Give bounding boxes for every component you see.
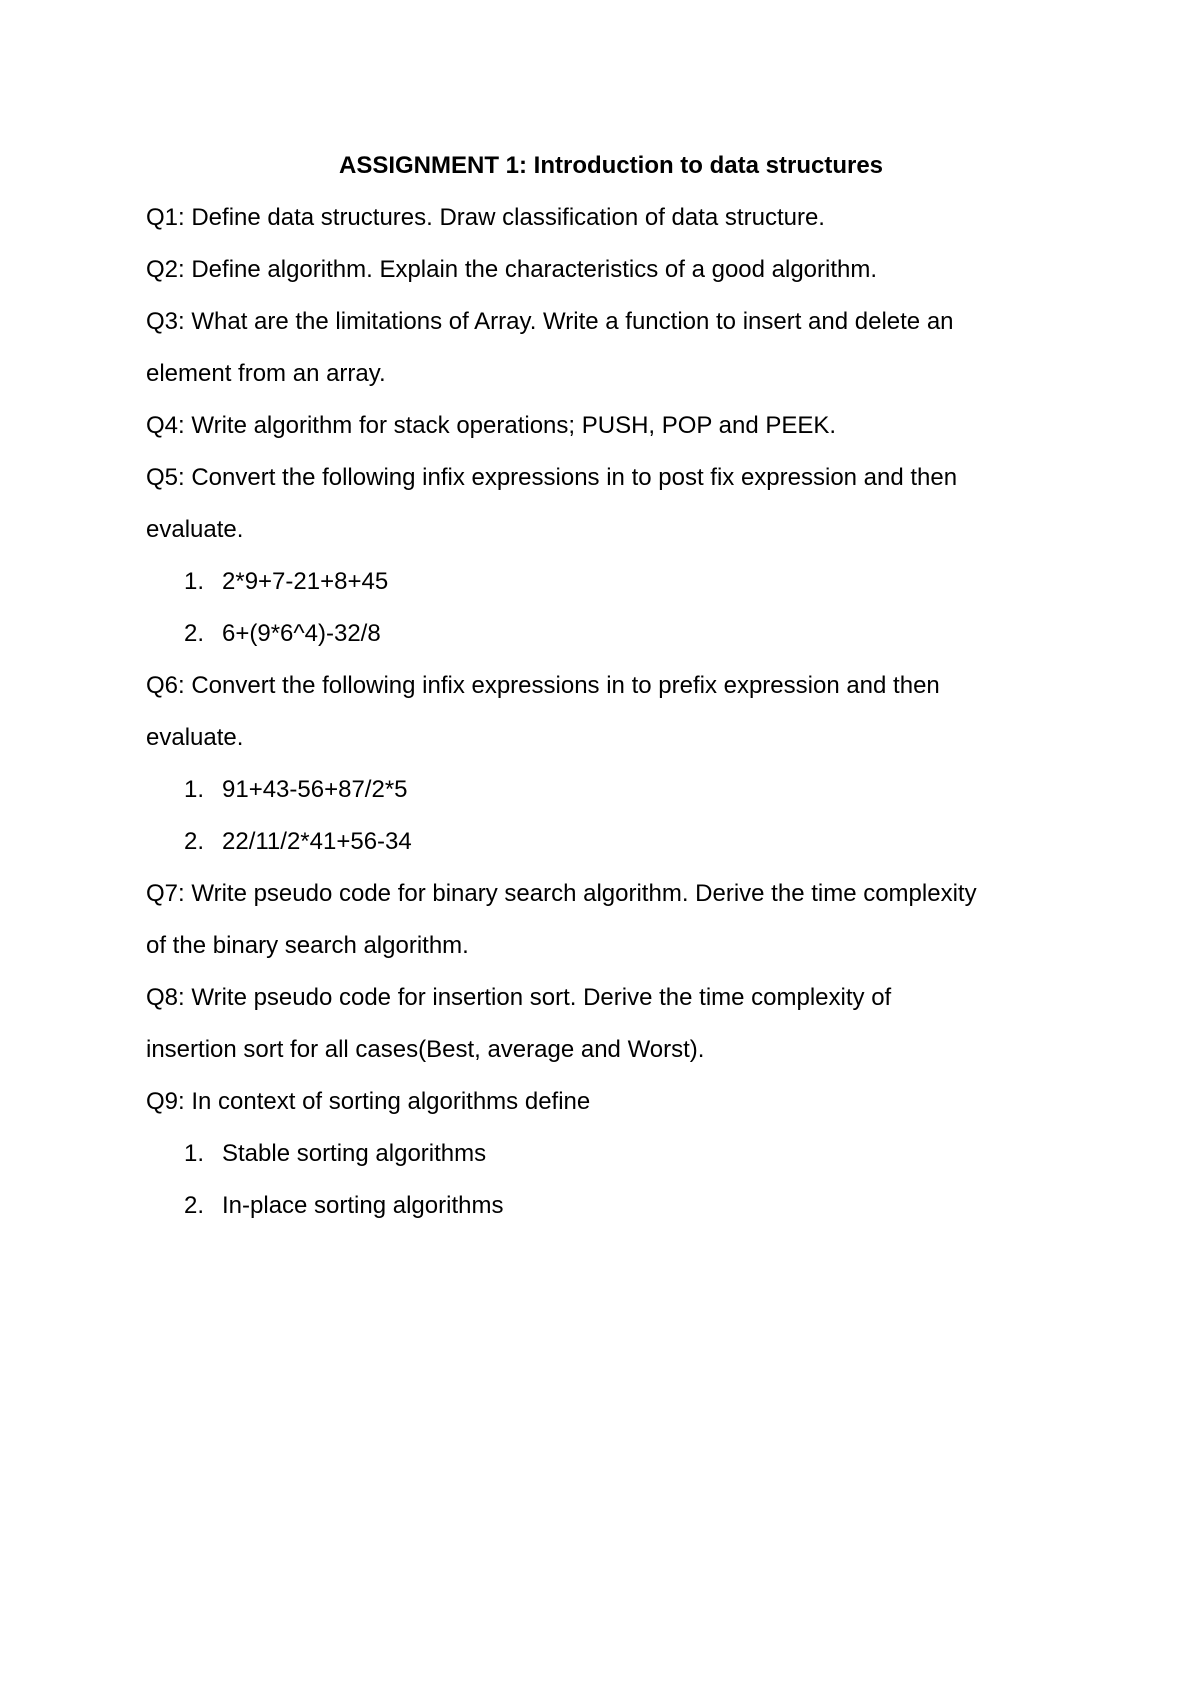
question-text-line: Q7: Write pseudo code for binary search algorithm. Derive the time complexity bbox=[146, 880, 977, 907]
question-text-line: of the binary search algorithm. bbox=[146, 932, 469, 959]
question-text-line: Q3: What are the limitations of Array. Write a function to insert and delete an bbox=[146, 308, 954, 335]
list-item-number: 2. bbox=[184, 828, 205, 855]
list-item-text: 6+(9*6^4)-32/8 bbox=[222, 620, 381, 647]
list-item bbox=[146, 1128, 1076, 1180]
list-item bbox=[146, 764, 1076, 816]
numbered-list bbox=[146, 764, 1076, 868]
document-title: ASSIGNMENT 1: Introduction to data structures bbox=[338, 152, 884, 179]
list-item-text: 2*9+7-21+8+45 bbox=[222, 568, 389, 595]
list-item bbox=[146, 816, 1076, 868]
numbered-list bbox=[146, 1128, 1076, 1232]
question-text-line: Q5: Convert the following infix expressions in to post fix expression and then bbox=[146, 464, 958, 491]
list-item bbox=[146, 1180, 1076, 1232]
document-body bbox=[146, 140, 1076, 1232]
list-item bbox=[146, 556, 1076, 608]
question-text-line: insertion sort for all cases(Best, average and Worst). bbox=[146, 1036, 705, 1063]
question-text-line: Q9: In context of sorting algorithms define bbox=[146, 1088, 591, 1115]
question-q9 bbox=[146, 1076, 1076, 1232]
list-item-number: 2. bbox=[184, 1192, 205, 1219]
question-q7 bbox=[146, 868, 1076, 972]
list-item-number: 2. bbox=[184, 620, 205, 647]
list-item-text: 22/11/2*41+56-34 bbox=[222, 828, 412, 855]
question-text-line: Q1: Define data structures. Draw classification of data structure. bbox=[146, 204, 825, 231]
list-item-number: 1. bbox=[184, 568, 205, 595]
question-q2 bbox=[146, 244, 1076, 296]
list-item bbox=[146, 608, 1076, 660]
question-q6 bbox=[146, 660, 1076, 868]
list-item-text: In-place sorting algorithms bbox=[222, 1192, 504, 1219]
question-text-line: evaluate. bbox=[146, 516, 244, 543]
question-q1 bbox=[146, 192, 1076, 244]
list-item-text: Stable sorting algorithms bbox=[222, 1140, 487, 1167]
question-q4 bbox=[146, 400, 1076, 452]
numbered-list bbox=[146, 556, 1076, 660]
question-text-line: Q2: Define algorithm. Explain the characteristics of a good algorithm. bbox=[146, 256, 878, 283]
list-item-number: 1. bbox=[184, 1140, 205, 1167]
question-text-line: Q4: Write algorithm for stack operations; PUSH, POP and PEEK. bbox=[146, 412, 837, 439]
question-text-line: Q6: Convert the following infix expressions in to prefix expression and then bbox=[146, 672, 940, 699]
question-q8 bbox=[146, 972, 1076, 1076]
list-item-number: 1. bbox=[184, 776, 205, 803]
question-q3 bbox=[146, 296, 1076, 400]
question-text-line: evaluate. bbox=[146, 724, 244, 751]
question-list bbox=[146, 192, 1076, 1232]
question-text-line: Q8: Write pseudo code for insertion sort. Derive the time complexity of bbox=[146, 984, 892, 1011]
question-text-line: element from an array. bbox=[146, 360, 386, 387]
list-item-text: 91+43-56+87/2*5 bbox=[222, 776, 408, 803]
question-q5 bbox=[146, 452, 1076, 660]
